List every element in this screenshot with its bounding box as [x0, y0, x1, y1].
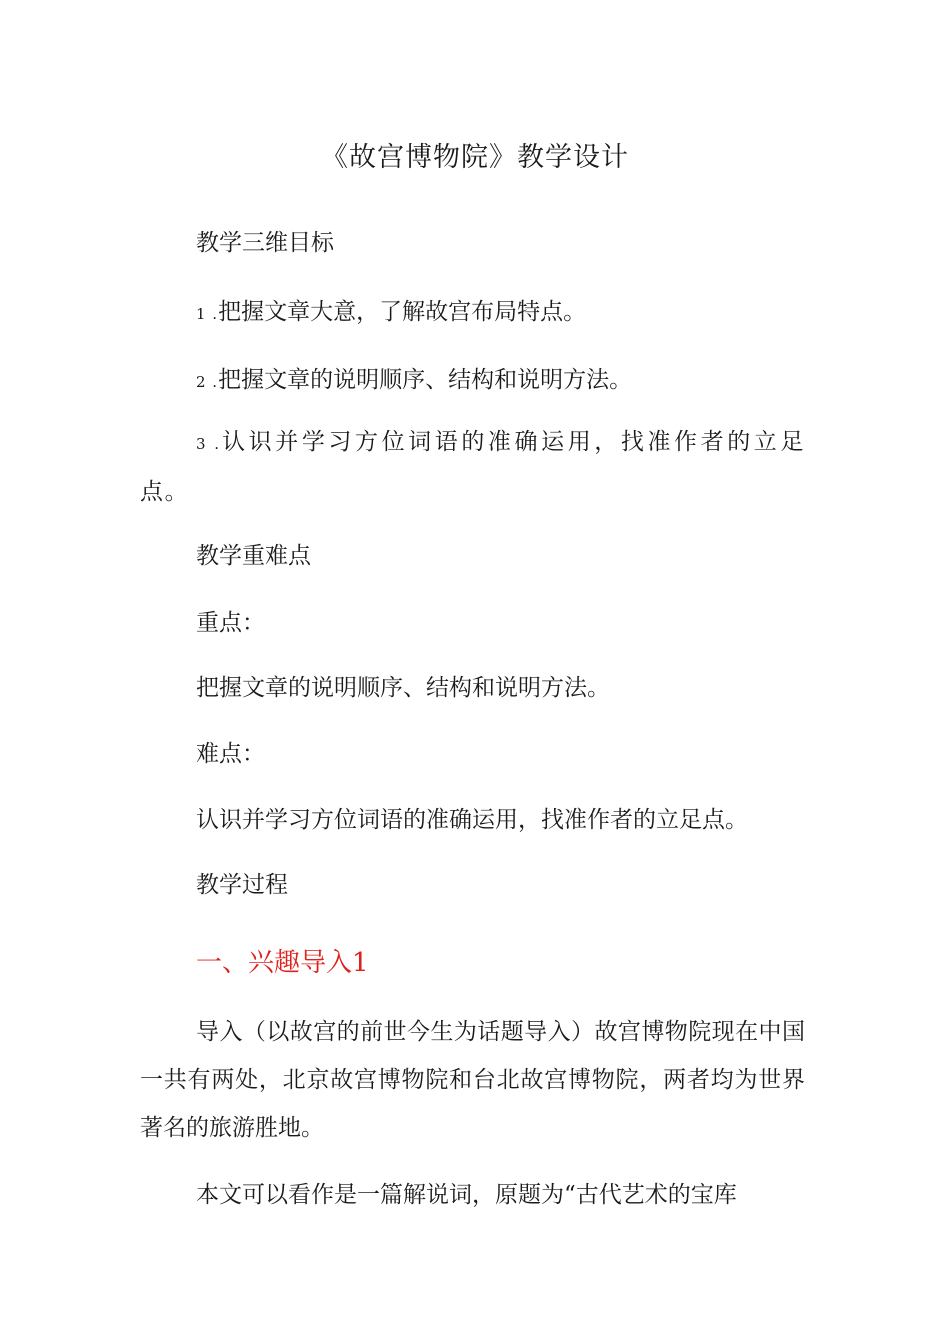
- goal-item-1: [196, 297, 586, 329]
- goal-text-1: 把握文章大意，了解故宫布局特点。: [218, 299, 587, 325]
- goal-item-3: [140, 418, 805, 516]
- goal-text-2: 把握文章的说明顺序、结构和说明方法。: [218, 367, 633, 393]
- key-point-text: 把握文章的说明顺序、结构和说明方法。: [196, 675, 610, 701]
- process-heading: 教学过程: [196, 872, 288, 898]
- intro-paragraph: 导入（以故宫的前世今生为话题导入）故宫博物院现在中国一共有两处，北京故宫博物院和台北故宫博物院，两者均为世界著名的旅游胜地。: [140, 1019, 805, 1141]
- goal-text-3: 认识并学习方位词语的准确运用，找准作者的立足点。: [140, 429, 805, 505]
- goals-heading: 教学三维目标: [196, 230, 334, 256]
- document-title: 《故宫博物院》教学设计: [321, 142, 629, 173]
- key-point-label: 重点：: [196, 610, 265, 636]
- section-heading-intro: 一、兴趣导入1: [196, 948, 369, 978]
- goal-number-2: 2 .: [196, 373, 219, 391]
- description-paragraph: 本文可以看作是一篇解说词，原题为“古代艺术的宝库: [196, 1182, 737, 1208]
- difficulty-heading: 教学重难点: [196, 543, 311, 569]
- difficult-point-text: 认识并学习方位词语的准确运用，找准作者的立足点。: [196, 807, 748, 833]
- goal-number-1: 1 .: [196, 305, 219, 323]
- goal-item-2: [196, 365, 632, 397]
- goal-number-3: 3 .: [196, 435, 221, 453]
- difficult-point-label: 难点：: [196, 741, 265, 767]
